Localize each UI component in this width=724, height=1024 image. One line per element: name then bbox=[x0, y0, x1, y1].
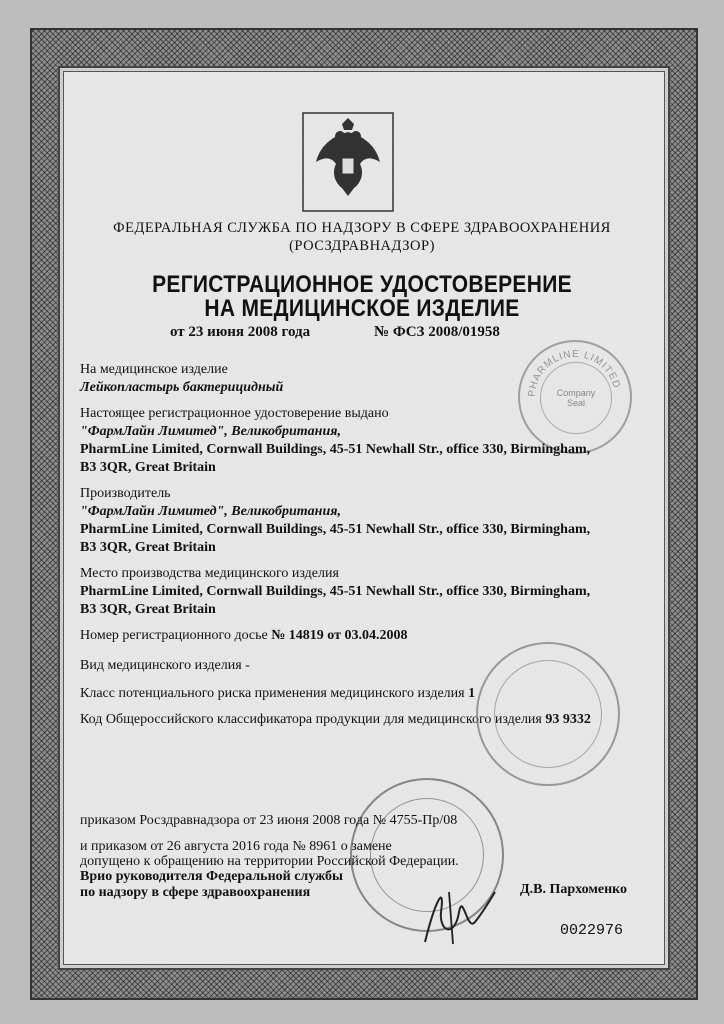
document-title: РЕГИСТРАЦИОННОЕ УДОСТОВЕРЕНИЕ bbox=[152, 271, 572, 298]
device-name: Лейкопластырь бактерицидный bbox=[80, 380, 284, 395]
risk-class-value: 1 bbox=[468, 686, 476, 701]
official-title-line1: Врио руководителя Федеральной службы bbox=[80, 869, 343, 884]
manufacturer-line3: B3 3QR, Great Britain bbox=[80, 540, 216, 555]
manufacturer-label: Производитель bbox=[80, 486, 171, 501]
production-site-line2: B3 3QR, Great Britain bbox=[80, 602, 216, 617]
issued-to-line1: "ФармЛайн Лимитед", Великобритания, bbox=[80, 424, 341, 439]
serial-number: 0022976 bbox=[560, 922, 624, 939]
company-seal-text: Company bbox=[556, 388, 596, 398]
manufacturer-line2: PharmLine Limited, Cornwall Buildings, 45-51 Newhall Str., office 330, Birmingham, bbox=[80, 522, 591, 537]
issued-to-line2: PharmLine Limited, Cornwall Buildings, 45-51 Newhall Str., office 330, Birmingham, bbox=[80, 442, 591, 457]
agency-name: ФЕДЕРАЛЬНАЯ СЛУЖБА ПО НАДЗОРУ В СФЕРЕ ЗДРАВООХРАНЕНИЯ bbox=[113, 220, 611, 236]
issued-to-label: Настоящее регистрационное удостоверение выдано bbox=[80, 406, 389, 421]
issue-date: от 23 июня 2008 года bbox=[170, 324, 311, 340]
company-seal bbox=[518, 340, 632, 454]
device-label: На медицинское изделие bbox=[80, 362, 228, 377]
risk-class-line bbox=[80, 685, 475, 703]
dossier-line bbox=[80, 627, 408, 645]
official-title-line2: по надзору в сфере здравоохранения bbox=[80, 885, 311, 900]
signer-name: Д.В. Пархоменко bbox=[520, 882, 628, 897]
risk-class-label: Класс потенциального риска применения медицинского изделия bbox=[80, 686, 469, 701]
dossier-label: Номер регистрационного досье bbox=[80, 628, 272, 643]
okp-code-label: Код Общероссийского классификатора продукции для медицинского изделия bbox=[80, 712, 546, 727]
certificate-number: № ФСЗ 2008/01958 bbox=[374, 324, 500, 340]
admission-line: допущено к обращению на территории Российской Федерации. bbox=[80, 854, 459, 869]
document-subtitle: НА МЕДИЦИНСКОЕ ИЗДЕЛИЕ bbox=[204, 295, 520, 322]
production-site-label: Место производства медицинского изделия bbox=[80, 566, 339, 581]
device-type-label: Вид медицинского изделия - bbox=[80, 658, 250, 673]
production-site-line1: PharmLine Limited, Cornwall Buildings, 45-51 Newhall Str., office 330, Birmingham, bbox=[80, 584, 591, 599]
manufacturer-line1: "ФармЛайн Лимитед", Великобритания, bbox=[80, 504, 341, 519]
company-seal-ring-text: PHARMLINE LIMITED bbox=[526, 348, 623, 398]
order-line2: и приказом от 26 августа 2016 года № 8961 о замене bbox=[80, 839, 392, 854]
okp-code-value: 93 9332 bbox=[545, 712, 591, 727]
agency-abbreviation: (РОСЗДРАВНАДЗОР) bbox=[289, 238, 435, 254]
coat-of-arms-emblem bbox=[302, 112, 394, 212]
pharmline-round-stamp bbox=[476, 642, 620, 786]
dossier-value: № 14819 от 03.04.2008 bbox=[271, 628, 408, 643]
issued-to-line3: B3 3QR, Great Britain bbox=[80, 460, 216, 475]
handwritten-signature bbox=[405, 872, 515, 952]
order-line1: приказом Росздравнадзора от 23 июня 2008 года № 4755-Пр/08 bbox=[80, 813, 458, 828]
company-seal-text-2: Seal bbox=[566, 398, 585, 408]
